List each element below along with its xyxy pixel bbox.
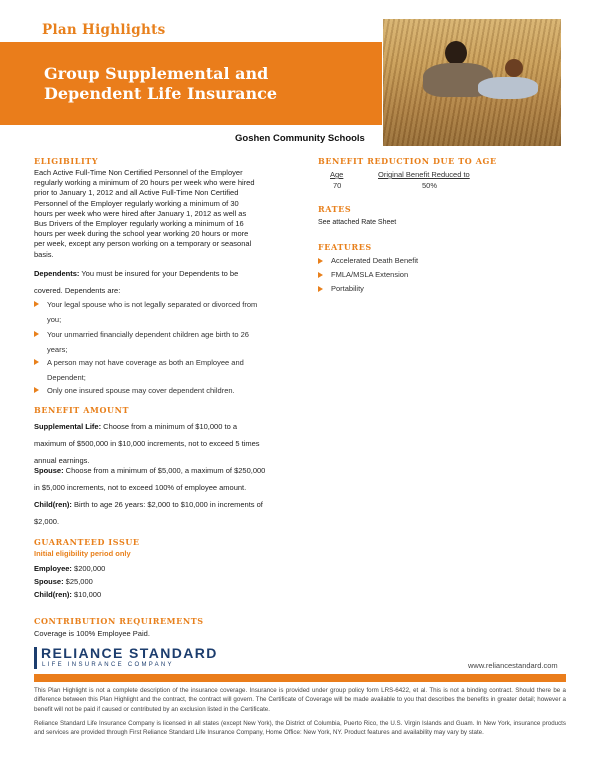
logo-bar-icon [34,647,37,669]
eligibility-line: Personnel of the Employer regularly working a minimum of 30 [34,198,239,208]
bullet-text: A person may not have coverage as both an Employee and [47,358,244,367]
feature-item [318,255,418,267]
reduction-row-benefit: 50% [422,181,438,190]
guaranteed-issue-heading: GUARANTEED ISSUE [34,537,140,547]
list-item [34,297,286,327]
child-benefit-text [34,496,299,530]
rates-text: See attached Rate Sheet [318,219,397,226]
licensing-text: Reliance Standard Life Insurance Company is licensed in all states (except New York), the District of Columbia, Puerto Rico, the U.S. Virgin Islands and Guam. In New York, insurance products and services are provided through First Reliance Standard Life Insurance Company, Home Office: New York, NY. Product features and availability may vary by state. [34,720,566,737]
bullet-text: Your legal spouse who is not legally separated or divorced from [47,300,258,309]
bullet-arrow-icon [318,286,323,292]
eligibility-line: hours per week during the school year working 20 hours or more [34,229,249,239]
supplemental-life-label: Supplemental Life: [34,422,102,431]
employer-name: Goshen Community Schools [235,133,365,144]
bullet-arrow-icon [34,387,39,393]
feature-label: FMLA/MSLA Extension [331,270,409,279]
supplemental-life-line: maximum of $500,000 in $10,000 increments, not to exceed 5 times [34,439,260,448]
guaranteed-issue-subheading: Initial eligibility period only [34,549,131,558]
list-item [34,355,286,385]
spouse-line: in $5,000 increments, not to exceed 100% of employee amount. [34,483,247,492]
bullet-text: years; [47,345,68,354]
bullet-text: Only one insured spouse may cover dependent children. [47,386,235,395]
list-item [34,383,286,398]
list-item [34,327,286,357]
bullet-arrow-icon [34,331,39,337]
eligibility-line: prior to January 1, 2012 and all Active Full-Time Non Certified [34,188,239,198]
title-line-1: Group Supplemental and [44,64,269,83]
company-logo-subtitle: LIFE INSURANCE COMPANY [42,662,174,668]
reduction-col-age: Age [330,170,344,179]
spouse-line: Choose from a minimum of $5,000, a maximum of $250,000 [63,466,266,475]
bullet-text: you; [47,315,62,324]
bullet-arrow-icon [318,258,323,264]
footer-divider [34,674,566,682]
eligibility-line: regularly working a minimum of 20 hours per week who were hired [34,178,255,188]
rates-heading: RATES [318,204,352,214]
eligibility-line: per week, except any person working on a temporary or seasonal [34,239,252,249]
gi-spouse-label: Spouse: [34,577,64,586]
bullet-arrow-icon [318,272,323,278]
child-label: Child(ren): [34,500,72,509]
benefit-reduction-heading: BENEFIT REDUCTION DUE TO AGE [318,156,497,166]
contribution-heading: CONTRIBUTION REQUIREMENTS [34,616,204,626]
eligibility-line: hours per week who were hired after January 1, 2012 as well as [34,208,247,218]
child-line: Birth to age 26 years: $2,000 to $10,000 in increments of [71,500,263,509]
feature-label: Accelerated Death Benefit [331,256,419,265]
gi-child-label: Child(ren): [34,590,72,599]
plan-highlights-label: Plan Highlights [42,22,166,38]
bullet-text: Dependent; [47,373,86,382]
bullet-text: Your unmarried financially dependent children age birth to 26 [47,330,249,339]
contribution-text: Coverage is 100% Employee Paid. [34,629,150,638]
header-photo [383,19,561,146]
child-line: $2,000. [34,517,60,526]
spouse-label: Spouse: [34,466,64,475]
bullet-arrow-icon [34,301,39,307]
gi-employee-value: $200,000 [71,564,106,573]
spouse-benefit-text [34,462,299,496]
benefit-amount-heading: BENEFIT AMOUNT [34,405,130,415]
eligibility-line: basis. [34,249,54,259]
feature-item [318,283,364,295]
reduction-row-age: 70 [333,181,342,190]
dependents-line: covered. Dependents are: [34,286,121,295]
eligibility-text [34,168,299,260]
page-title [44,64,374,104]
title-line-2: Dependent Life Insurance [44,84,278,103]
gi-employee-label: Employee: [34,564,72,573]
feature-label: Portability [331,284,364,293]
supplemental-life-line: annual earnings. [34,456,90,465]
eligibility-line: Bus Drivers of the Employer regularly working a minimum of 16 [34,219,244,229]
guaranteed-issue-values [34,562,105,601]
feature-item [318,269,408,281]
dependents-line: You must be insured for your Dependents to be [79,269,239,278]
website-link[interactable]: www.reliancestandard.com [468,661,558,670]
dependents-text [34,265,299,299]
eligibility-line: Each Active Full-Time Non Certified Personnel of the Employer [34,168,243,177]
features-heading: FEATURES [318,242,372,252]
eligibility-heading: ELIGIBILITY [34,156,99,166]
dependents-label: Dependents: [34,269,80,278]
supplemental-life-line: Choose from a minimum of $10,000 to a [101,422,237,431]
bullet-arrow-icon [34,359,39,365]
company-logo: RELIANCE STANDARD [41,645,218,661]
disclaimer-text: This Plan Highlight is not a complete description of the insurance coverage. Insurance is provided under group policy form LRS-6422, et al. This is not a binding contract. Should there be a difference between this Plan Highlight and the contract, the contract will govern. The Certificate of Coverage will be made available to you that describes the benefits in greater detail; however a benefit will not be paid if caused or contributed by an exclusion listed in the Certificate. [34,687,566,713]
gi-child-value: $10,000 [71,590,102,599]
reduction-col-benefit: Original Benefit Reduced to [378,170,470,179]
gi-spouse-value: $25,000 [63,577,93,586]
